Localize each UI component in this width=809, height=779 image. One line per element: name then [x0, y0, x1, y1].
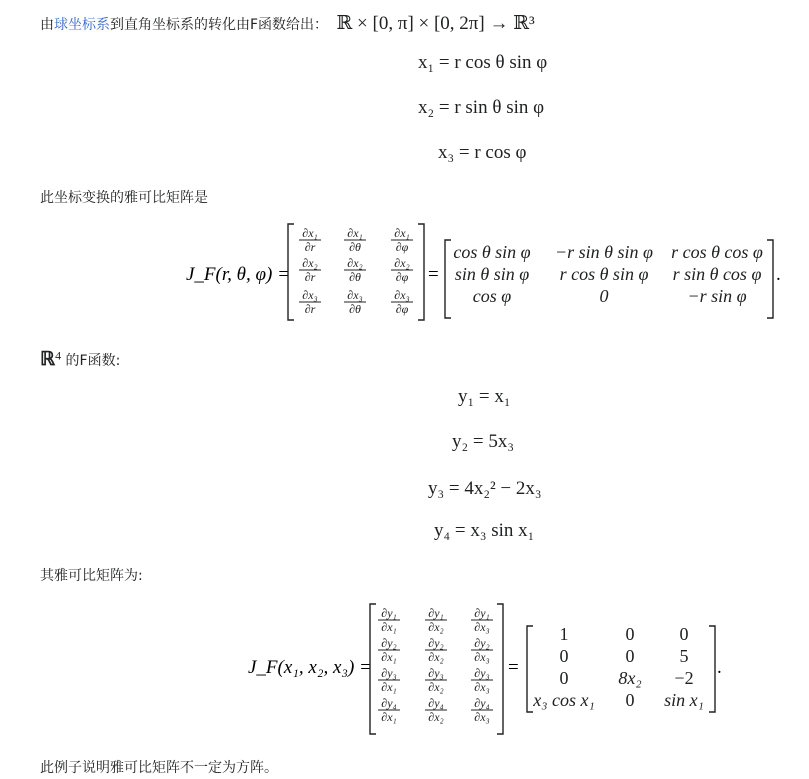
bracket-right-3: [497, 604, 503, 734]
svg-text:.: .: [717, 657, 722, 678]
value-2-0-2: 0: [679, 624, 689, 644]
partial-2-3-2-num: ∂y₄: [474, 696, 490, 710]
partial-1-1-0-num: ∂x₂: [302, 256, 318, 270]
partial-2-2-1-num: ∂y₃: [428, 666, 444, 680]
r4-text: 的F函数:: [61, 353, 121, 369]
svg-text:.: .: [776, 264, 781, 285]
partial-2-0-1-num: ∂y₁: [428, 606, 444, 620]
equation-y3: y₃ = 4x₂² − 2x₃: [428, 478, 542, 499]
spherical-coords-link[interactable]: 球坐标系: [54, 17, 110, 33]
bracket-right-2: [767, 240, 773, 318]
partial-2-0-0-den: ∂x₁: [381, 620, 397, 634]
bracket-left-2: [445, 240, 451, 318]
partial-1-1-0-den: ∂r: [304, 270, 316, 284]
partial-2-2-2-num: ∂y₃: [474, 666, 490, 680]
value-2-2-2: −2: [674, 668, 694, 688]
value-2-1-1: 0: [625, 646, 635, 666]
value-2-3-1: 0: [625, 690, 635, 710]
equation-y2: y₂ = 5x₃: [452, 431, 514, 452]
partial-1-0-1-den: ∂θ: [349, 240, 361, 254]
partial-2-2-0-num: ∂y₃: [381, 666, 397, 680]
partial-2-3-1-den: ∂x₂: [428, 710, 444, 724]
value-2-3-0: x₃ cos x₁: [533, 690, 595, 710]
partial-1-1-1-den: ∂θ: [349, 270, 361, 284]
partial-1-0-2-num: ∂x₁: [394, 226, 410, 240]
partial-2-0-2-num: ∂y₁: [474, 606, 490, 620]
value-1-2-2: −r sin φ: [687, 286, 747, 306]
partial-1-2-1-den: ∂θ: [349, 302, 361, 316]
partial-2-1-1-den: ∂x₂: [428, 650, 444, 664]
partial-2-1-2-num: ∂y₂: [474, 636, 490, 650]
value-2-1-2: 5: [679, 646, 689, 666]
partial-1-1-2-den: ∂φ: [395, 270, 409, 284]
conclusion: 此例子说明雅可比矩阵不一定为方阵。: [40, 760, 278, 776]
bracket-left-4: [527, 626, 533, 712]
partial-1-0-0-num: ∂x₁: [302, 226, 318, 240]
r4-sup: 4: [55, 348, 62, 363]
partial-2-0-2-den: ∂x₃: [474, 620, 490, 634]
equation-y1: y₁ = x₁: [458, 386, 511, 407]
jacobian-intro: 此坐标变换的雅可比矩阵是: [40, 190, 208, 206]
value-1-2-1: 0: [599, 286, 609, 306]
equation-x2: x₂ = r sin θ sin φ: [418, 97, 545, 118]
intro-prefix: 由: [40, 17, 54, 33]
equation-x3: x₃ = r cos φ: [438, 142, 527, 163]
jacobian-1-lhs: J_F(r, θ, φ) =: [186, 264, 290, 285]
value-2-0-1: 0: [625, 624, 635, 644]
value-1-1-2: r sin θ cos φ: [672, 264, 762, 284]
jacobian2-intro: 其雅可比矩阵为:: [40, 568, 143, 584]
partial-2-2-0-den: ∂x₁: [381, 680, 397, 694]
jacobian-matrix-2: [0, 600, 809, 740]
value-1-2-0: cos φ: [472, 286, 512, 306]
partial-2-3-0-den: ∂x₁: [381, 710, 397, 724]
jacobian-matrix-1: [0, 218, 809, 326]
svg-text:=: =: [428, 264, 439, 285]
mapping-formula: ℝ × [0, π] × [0, 2π] → ℝ³: [336, 13, 535, 34]
value-1-0-2: r cos θ cos φ: [671, 242, 763, 262]
partial-1-1-1-num: ∂x₂: [347, 256, 363, 270]
intro-middle: 到直角坐标系的转化由F函数给出：: [110, 17, 329, 33]
partial-2-3-2-den: ∂x₃: [474, 710, 490, 724]
bracket-right-1: [418, 224, 424, 320]
value-2-2-0: 0: [559, 668, 569, 688]
partial-2-2-2-den: ∂x₃: [474, 680, 490, 694]
jacobian-2-lhs: J_F(x₁, x₂, x₃) =: [248, 657, 372, 678]
value-2-2-1: 8x₂: [618, 668, 642, 688]
partial-1-0-1-num: ∂x₁: [347, 226, 363, 240]
r4-symbol: ℝ: [40, 349, 56, 370]
partial-1-2-2-den: ∂φ: [395, 302, 409, 316]
partial-2-3-0-num: ∂y₄: [381, 696, 397, 710]
partial-1-2-0-num: ∂x₃: [302, 288, 318, 302]
partial-1-0-0-den: ∂r: [304, 240, 316, 254]
partial-2-1-1-num: ∂y₂: [428, 636, 444, 650]
value-1-0-0: cos θ sin φ: [453, 242, 531, 262]
partial-2-0-1-den: ∂x₂: [428, 620, 444, 634]
partial-1-1-2-num: ∂x₂: [394, 256, 410, 270]
partial-2-1-2-den: ∂x₃: [474, 650, 490, 664]
equation-x1: x₁ = r cos θ sin φ: [418, 52, 548, 73]
partial-2-2-1-den: ∂x₂: [428, 680, 444, 694]
equation-y4: y₄ = x₃ sin x₁: [434, 520, 535, 541]
r4-heading: [40, 348, 120, 371]
partial-1-2-2-num: ∂x₃: [394, 288, 410, 302]
value-1-1-1: r cos θ sin φ: [559, 264, 649, 284]
partial-2-0-0-num: ∂y₁: [381, 606, 397, 620]
value-1-1-0: sin θ sin φ: [454, 264, 530, 284]
value-2-0-0: 1: [559, 624, 569, 644]
value-2-3-2: sin x₁: [664, 690, 704, 710]
partial-1-2-0-den: ∂r: [304, 302, 316, 316]
partial-2-1-0-den: ∂x₁: [381, 650, 397, 664]
bracket-right-4: [709, 626, 715, 712]
partial-1-2-1-num: ∂x₃: [347, 288, 363, 302]
partial-2-1-0-num: ∂y₂: [381, 636, 397, 650]
value-1-0-1: −r sin θ sin φ: [555, 242, 653, 262]
partial-2-3-1-num: ∂y₄: [428, 696, 444, 710]
partial-1-0-2-den: ∂φ: [395, 240, 409, 254]
value-2-1-0: 0: [559, 646, 569, 666]
intro-line: [40, 12, 535, 35]
svg-text:=: =: [508, 657, 519, 678]
